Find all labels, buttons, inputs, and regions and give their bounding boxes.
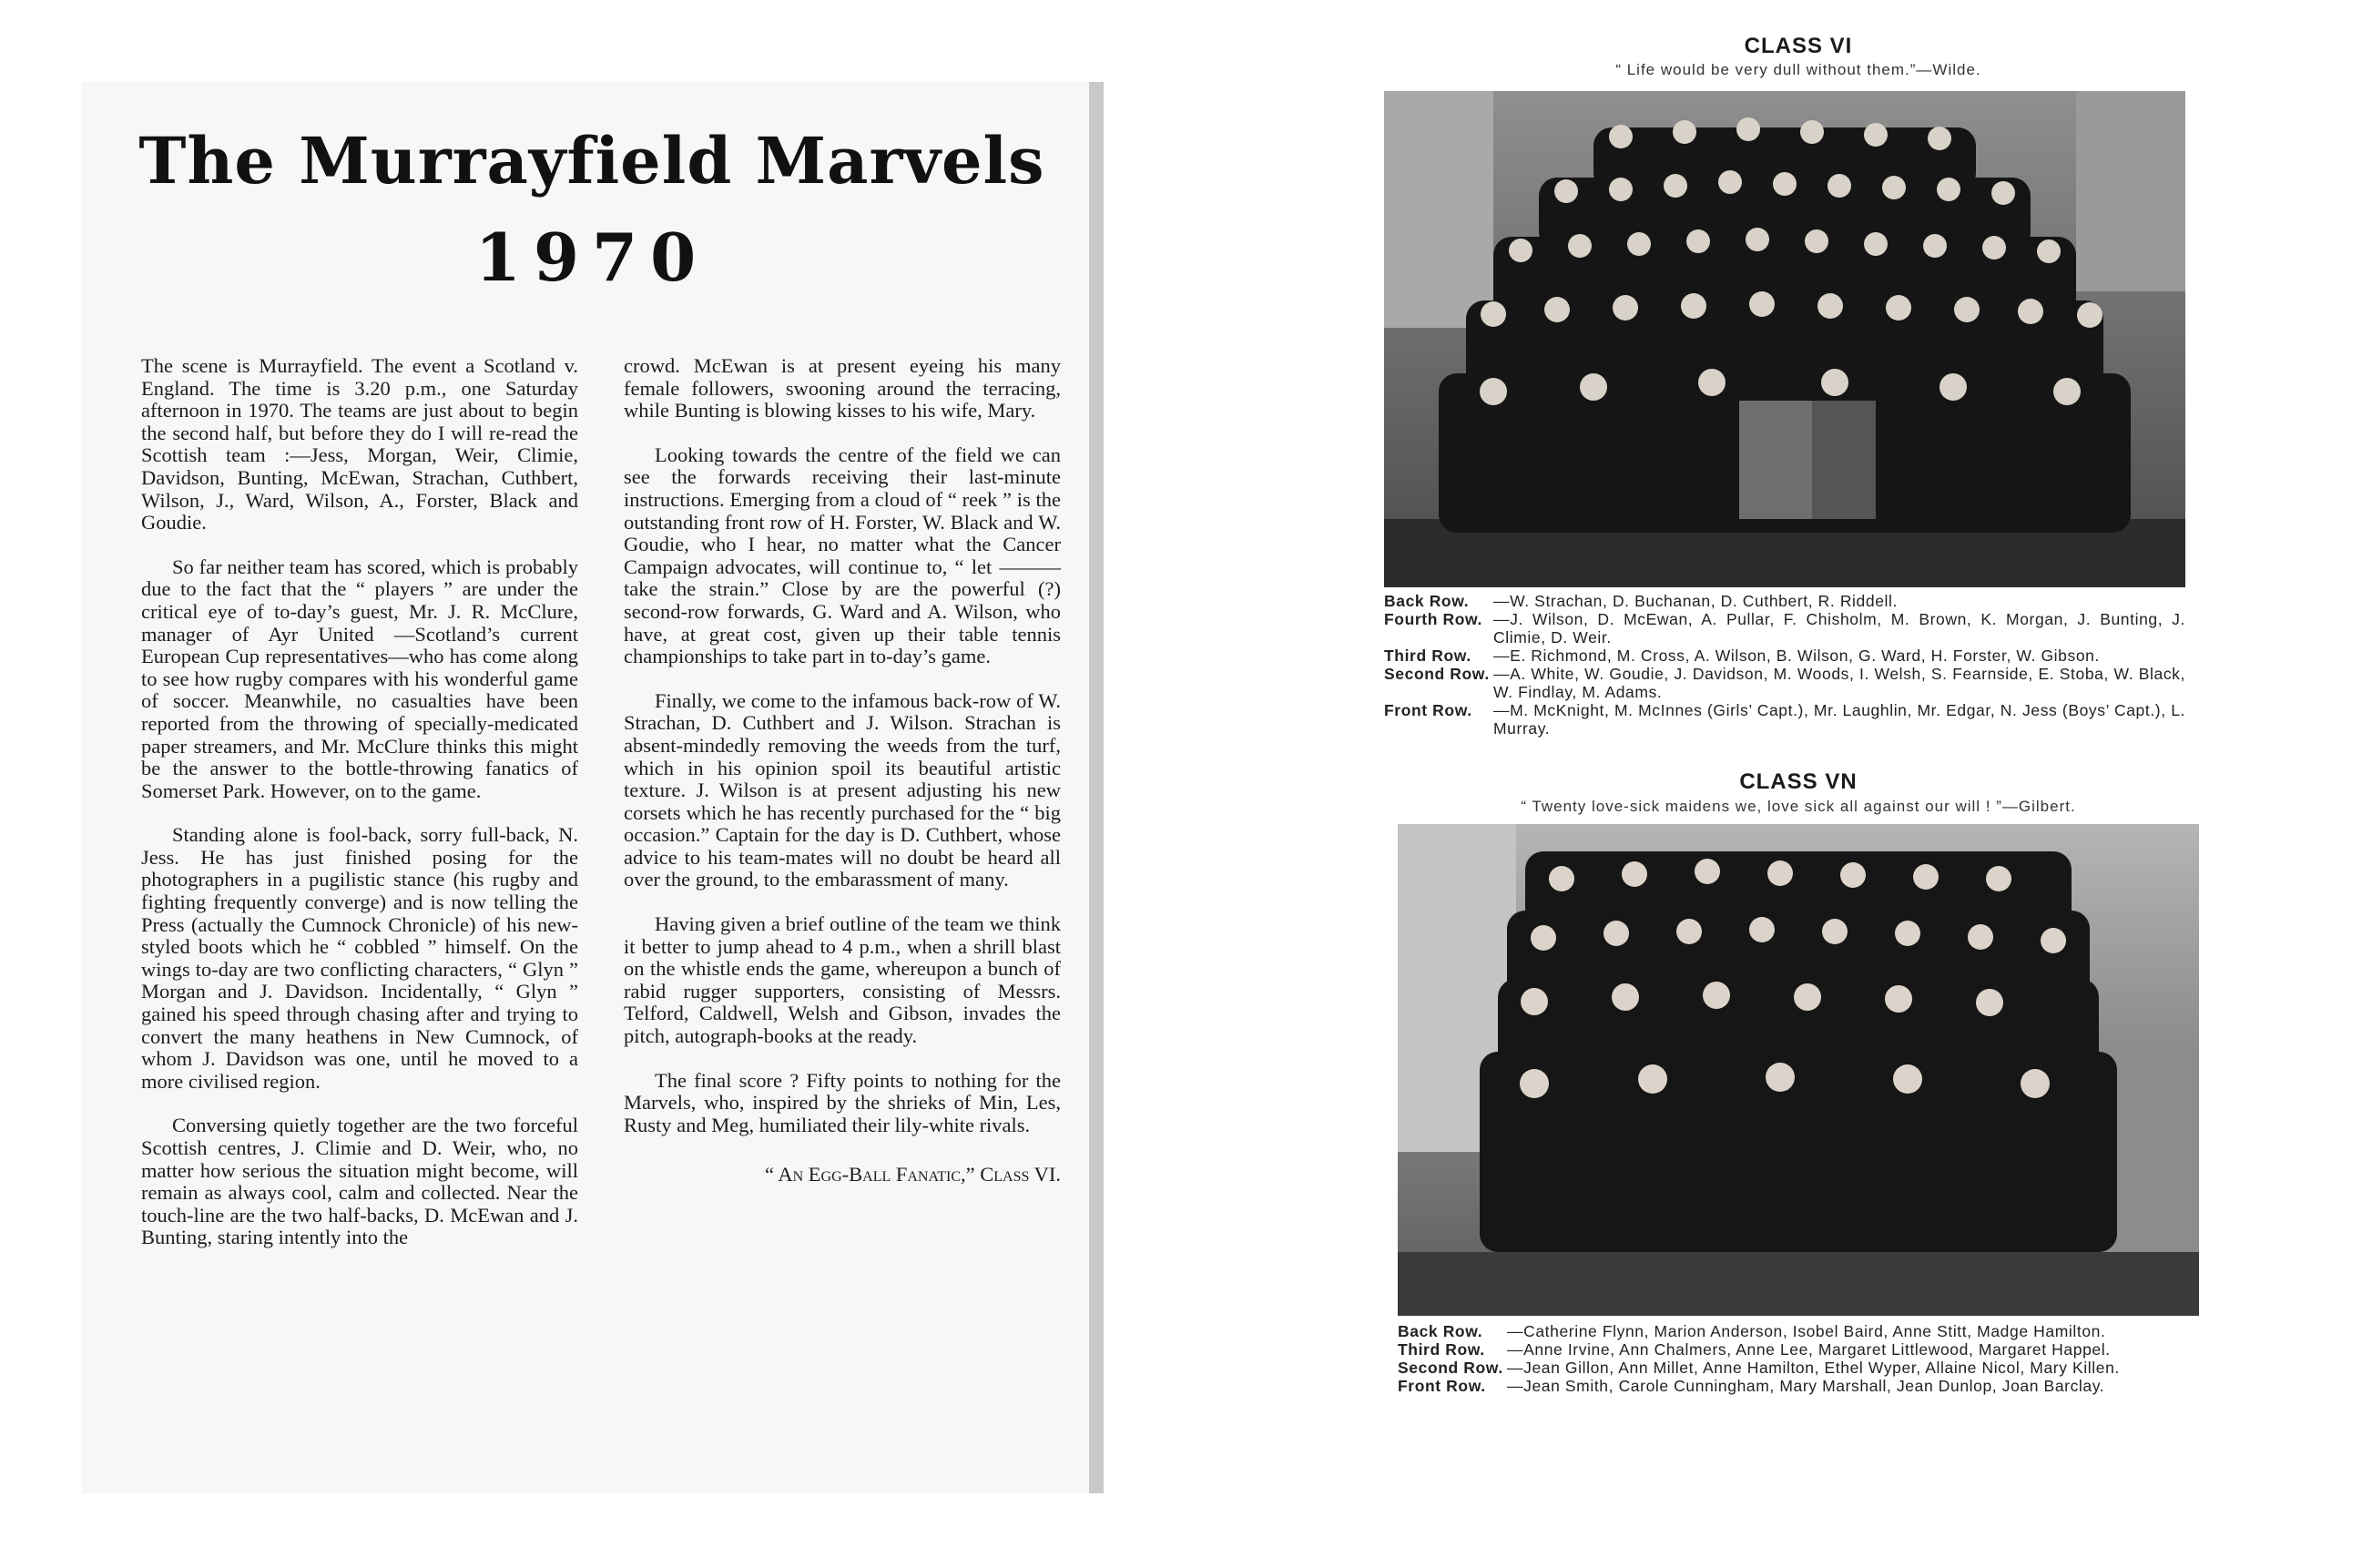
roster-row xyxy=(1398,1377,2199,1395)
article-title: The Murrayfield Marvels xyxy=(138,123,1045,199)
article-paragraph: Conversing quietly together are the two forceful Scottish centres, J. Climie and D. Weir, who, no matter how serious the situation might become, will remain as always cool, calm and collected. Near the touch-line are the two half-backs, D. McEwan and J. Bunting, staring intently into the xyxy=(141,1114,578,1249)
roster-row-label: Second Row. xyxy=(1384,665,1490,683)
roster-row-names: —E. Richmond, M. Cross, A. Wilson, B. Wilson, G. Ward, H. Forster, W. Gibson. xyxy=(1493,647,2100,665)
roster-row-names: —J. Wilson, D. McEwan, A. Pullar, F. Chisholm, M. Brown, K. Morgan, J. Bunting, J. Climie, D. Weir. xyxy=(1493,610,2185,647)
class-vn-quote: “ Twenty love-sick maidens we, love sick all against our will ! ”—Gilbert. xyxy=(1521,798,2076,815)
class-vn-title: CLASS VN xyxy=(1739,769,1858,794)
article-paragraph: Standing alone is fool-back, sorry full-back, N. Jess. He has just finished posing for the photographers in a pugilistic stance (his rugby and fighting frequently converge) and is now telling the Press (actually the Cumnock Chronicle) of his new-styled boots which he “ cobbled ” himself. On the wings to-day are two conflicting characters, “ Glyn ” Morgan and J. Davidson. Incidentally, “ Glyn ” gained his speed through chasing after and trying to convert the many heathens in New Cumnock, of whom J. Davidson was one, until he moved to a more civilised region. xyxy=(141,823,578,1093)
roster-row-names: —M. McKnight, M. McInnes (Girls’ Capt.), Mr. Laughlin, Mr. Edgar, N. Jess (Boys’ Capt.), L. Murray. xyxy=(1493,701,2185,738)
roster-row-names: —Jean Gillon, Ann Millet, Anne Hamilton, Ethel Wyper, Allaine Nicol, Mary Killen. xyxy=(1507,1359,2120,1377)
article-paragraph: crowd. McEwan is at present eyeing his many female followers, swooning around the terracing, while Bunting is blowing kisses to his wife, Mary. xyxy=(624,354,1061,423)
roster-row xyxy=(1398,1340,2199,1359)
roster-row xyxy=(1384,592,2185,610)
roster-row-label: Front Row. xyxy=(1384,701,1472,719)
roster-row xyxy=(1398,1359,2199,1377)
article-page xyxy=(82,82,1102,1493)
class-vi-title: CLASS VI xyxy=(1744,34,1853,58)
class-vn-roster xyxy=(1398,1322,2199,1395)
roster-row xyxy=(1384,665,2185,701)
article-paragraph: Having given a brief outline of the team we think it better to jump ahead to 4 p.m., when a shrill blast on the whistle ends the game, whereupon a bunch of rabid rugger supporters, consisting of Messrs. Telford, Caldwell, Welsh and Gibson, invades the pitch, autograph-books at the ready. xyxy=(624,912,1061,1048)
article-column-right xyxy=(624,355,1061,1186)
class-vi-quote: “ Life would be very dull without them.”—Wilde. xyxy=(1615,61,1981,78)
roster-row-label: Fourth Row. xyxy=(1384,610,1483,628)
roster-row-label: Third Row. xyxy=(1398,1340,1485,1359)
roster-row xyxy=(1398,1322,2199,1340)
class-vi-photo xyxy=(1384,91,2185,587)
article-paragraph: The scene is Murrayfield. The event a Scotland v. England. The time is 3.20 p.m., one Saturday afternoon in 1970. The teams are just about to begin the second half, but before they do I will re-read the Scottish team :—Jess, Morgan, Weir, Climie, Davidson, Bunting, McEwan, Strachan, Cuthbert, Wilson, J., Ward, Wilson, A., Forster, Black and Goudie. xyxy=(141,354,578,535)
roster-row-names: —Catherine Flynn, Marion Anderson, Isobel Baird, Anne Stitt, Madge Hamilton. xyxy=(1507,1322,2106,1340)
roster-row-names: —W. Strachan, D. Buchanan, D. Cuthbert, R. Riddell. xyxy=(1493,592,1898,610)
roster-row-label: Back Row. xyxy=(1398,1322,1483,1340)
class-vi-roster xyxy=(1384,592,2185,738)
roster-row xyxy=(1384,647,2185,665)
class-vn-photo-image xyxy=(1398,824,2199,1316)
article-paragraph: Looking towards the centre of the field we can see the forwards receiving their last-minute instructions. Emerging from a cloud of “ reek ” is the outstanding front row of H. Forster, W. Black and W. Goudie, who I hear, no matter what the Cancer Campaign advocates, will continue to, “ let ——— take the strain.” Close by are the powerful (?) second-row forwards, G. Ward and A. Wilson, who have, at great cost, given up their table tennis championships to take part in to-day’s game. xyxy=(624,443,1061,668)
roster-row xyxy=(1384,701,2185,738)
class-vi-photo-image xyxy=(1384,91,2185,587)
roster-row-label: Front Row. xyxy=(1398,1377,1486,1395)
page-gutter xyxy=(1089,82,1104,1493)
roster-row-names: —Jean Smith, Carole Cunningham, Mary Marshall, Jean Dunlop, Joan Barclay. xyxy=(1507,1377,2105,1395)
article-paragraph: The final score ? Fifty points to nothing for the Marvels, who, inspired by the shrieks of Min, Les, Rusty and Meg, humiliated their lily-white rivals. xyxy=(624,1068,1061,1136)
roster-row-names: —Anne Irvine, Ann Chalmers, Anne Lee, Margaret Littlewood, Margaret Happel. xyxy=(1507,1340,2111,1359)
article-year: 1970 xyxy=(474,219,709,296)
roster-row-label: Third Row. xyxy=(1384,647,1471,665)
article-paragraph: Finally, we come to the infamous back-row of W. Strachan, D. Cuthbert and J. Wilson. Strachan is absent-mindedly removing the weeds from the turf, which in his opinion spoil its beautiful artistic texture. J. Wilson is at present adjusting his new corsets which he has recently purchased for the “ big occasion.” Captain for the day is D. Cuthbert, whose advice to his team-mates will no doubt be heard all over the ground, to the embarassment of many. xyxy=(624,688,1061,891)
class-photos-page xyxy=(1284,27,2313,1530)
roster-row-names: —A. White, W. Goudie, J. Davidson, M. Woods, I. Welsh, S. Fearnside, E. Stoba, W. Black, W. Findlay, M. Adams. xyxy=(1493,665,2185,701)
roster-row-label: Second Row. xyxy=(1398,1359,1503,1377)
article-signature: “ An Egg-Ball Fanatic,” Class VI. xyxy=(764,1163,1061,1186)
roster-row-label: Back Row. xyxy=(1384,592,1470,610)
roster-row xyxy=(1384,610,2185,647)
article-paragraph: So far neither team has scored, which is probably due to the fact that the “ players ” are under the critical eye of to-day’s guest, Mr. J. R. McClure, manager of Ayr United —Scotland’s current European Cup representatives—who has come along to see how rugby compares with his wonderful game of soccer. Meanwhile, no casualties have been reported from the throwing of specially-medicated paper streamers, and Mr. McClure thinks this might be the answer to the bottle-throwing fanatics of Somerset Park. However, on to the game. xyxy=(141,555,578,802)
article-column-left xyxy=(141,355,578,1271)
class-vn-photo xyxy=(1398,824,2199,1316)
